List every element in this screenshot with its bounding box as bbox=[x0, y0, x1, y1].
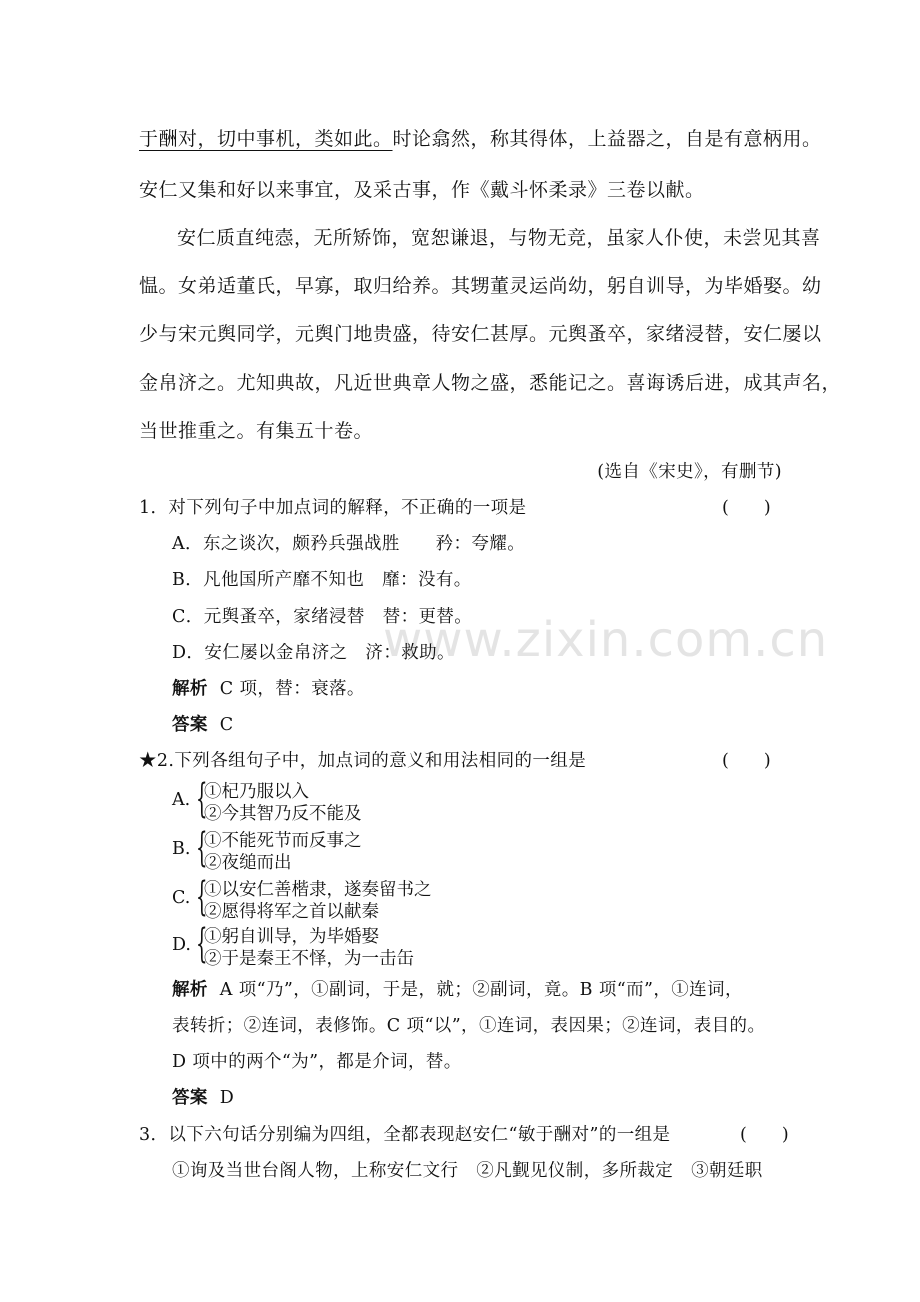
answer-blank: ( ) bbox=[740, 1125, 789, 1145]
passage-line: 安仁又集和好以来事宜，及采古事，作《戴斗怀柔录》三卷以献。 bbox=[139, 179, 705, 201]
analysis-line: 表转折；②连词，表修饰。C 项“以”，①连词，表因果；②连词，表目的。 bbox=[172, 1016, 766, 1036]
answer-text: C bbox=[219, 715, 234, 735]
underlined-sentence: 于酬对，切中事机，类如此。 bbox=[139, 128, 393, 150]
analysis bbox=[172, 675, 365, 700]
passage-line: 安仁质直纯悫，无所矫饰，宽恕谦退，与物无竞，虽家人仆使，未尝见其喜 bbox=[177, 227, 821, 249]
sentence-2: ②于是秦王不怿，为一击缶 bbox=[204, 949, 414, 969]
option-letter: D. bbox=[172, 935, 191, 955]
analysis-text: C 项，替：衰落。 bbox=[219, 679, 365, 699]
passage-line: 愠。女弟适董氏，早寡，取归给养。其甥董灵运尚幼，躬自训导，为毕婚娶。幼 bbox=[139, 275, 822, 297]
analysis-label: 解析 bbox=[172, 980, 208, 1000]
analysis-line: D 项中的两个“为”，都是介词，替。 bbox=[172, 1052, 462, 1072]
option-a: A．东之谈次，颇矜兵强战胜 矜：夸耀。 bbox=[172, 534, 526, 554]
sentence-2: ②愿得将军之首以献秦 bbox=[204, 902, 379, 922]
question-3-items: ①询及当世台阁人物，上称安仁文行 ②凡觐见仪制，多所裁定 ③朝廷职 bbox=[172, 1161, 763, 1181]
sentence-2: ②夜缒而出 bbox=[204, 853, 292, 873]
passage-line: 当世推重之。有集五十卷。 bbox=[139, 420, 374, 442]
passage-line: 金帛济之。尤知典故，凡近世典章人物之盛，悉能记之。喜诲诱后进，成其声名， bbox=[139, 372, 842, 394]
analysis-label: 解析 bbox=[172, 679, 208, 699]
answer-label: 答案 bbox=[172, 1088, 208, 1108]
option-d: D．安仁屡以金帛济之 济：救助。 bbox=[172, 643, 455, 663]
option-letter: B. bbox=[172, 839, 191, 859]
analysis bbox=[172, 976, 743, 1001]
brace-icon: { bbox=[196, 825, 208, 871]
passage-line: 少与宋元舆同学，元舆门地贵盛，待安仁甚厚。元舆蚤卒，家绪浸替，安仁屡以 bbox=[139, 323, 822, 345]
answer-blank: ( ) bbox=[722, 498, 771, 518]
source-note: (选自《宋史》，有删节) bbox=[597, 462, 782, 482]
sentence-2: ②今其智乃反不能及 bbox=[204, 804, 362, 824]
question-1-stem: 1．对下列句子中加点词的解释，不正确的一项是 bbox=[139, 498, 527, 518]
option-b: B．凡他国所产靡不知也 靡：没有。 bbox=[172, 570, 472, 590]
answer-text: D bbox=[219, 1088, 235, 1108]
answer-label: 答案 bbox=[172, 715, 208, 735]
passage-text: 时论翕然，称其得体，上益器之，自是有意柄用。 bbox=[392, 128, 822, 150]
analysis-text: A 项“乃”，①副词，于是，就；②副词，竟。B 项“而”，①连词， bbox=[219, 980, 743, 1000]
sentence-1: ①杞乃服以入 bbox=[204, 782, 309, 802]
answer bbox=[172, 711, 234, 736]
sentence-1: ①不能死节而反事之 bbox=[204, 831, 362, 851]
option-c: C．元舆蚤卒，家绪浸替 替：更替。 bbox=[172, 607, 473, 627]
question-3-stem: 3．以下六句话分别编为四组，全都表现赵安仁“敏于酬对”的一组是 bbox=[139, 1125, 671, 1145]
sentence-1: ①躬自训导，为毕婚娶 bbox=[204, 927, 379, 947]
watermark: www.zixin.com.cn bbox=[383, 612, 829, 668]
answer bbox=[172, 1084, 234, 1109]
answer-blank: ( ) bbox=[722, 751, 771, 771]
option-letter: C. bbox=[172, 888, 191, 908]
question-2-stem: ★2.下列各组句子中，加点词的意义和用法相同的一组是 bbox=[139, 751, 587, 771]
brace-icon: { bbox=[196, 874, 208, 920]
sentence-1: ①以安仁善楷隶，遂奏留书之 bbox=[204, 880, 432, 900]
passage-line bbox=[139, 124, 822, 151]
brace-icon: { bbox=[196, 776, 208, 822]
brace-icon: { bbox=[196, 921, 208, 967]
option-letter: A. bbox=[172, 790, 191, 810]
